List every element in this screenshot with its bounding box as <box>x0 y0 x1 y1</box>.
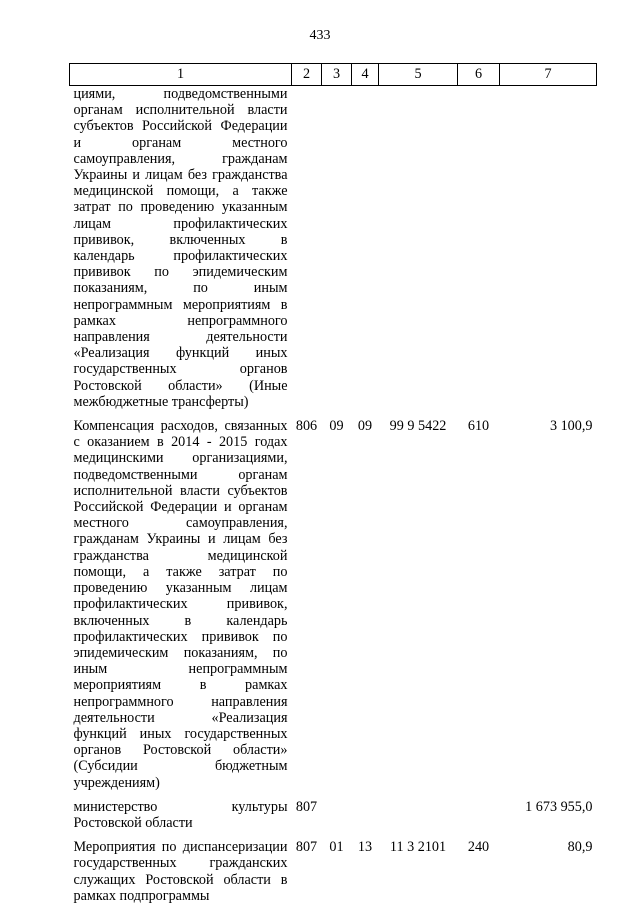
department-code <box>292 86 322 419</box>
column-header-6: 6 <box>458 64 500 86</box>
row-description: Компенсация расходов, связанных с оказанием в 2014 - 2015 годах медицинскими организациями, подведомственными органам исполнительной власти субъектов Российской Федерации и органам местного самоуправления, гражданам Украины и лицам без гражданства медицинской помощи, а также затрат по проведению указанным лицам профилактических прививок, включенных в календарь профилактических прививок по эпидемическим показаниям, по иным непрограммным мероприятиям в рамках непрограммного направления деятельности «Реализация функций иных государственных органов Ростовской области» (Субсидии бюджетным учреждениям) <box>73 418 288 791</box>
table-row <box>70 799 597 839</box>
department-code: 806 <box>295 418 318 435</box>
expense-type-code: 240 <box>467 839 490 856</box>
column-header-3: 3 <box>322 64 352 86</box>
table-row <box>70 839 597 912</box>
amount <box>500 86 597 419</box>
subsection-code: 13 <box>357 839 373 856</box>
section-code: 01 <box>329 839 344 856</box>
section-code <box>322 86 352 419</box>
column-header-1: 1 <box>70 64 292 86</box>
row-description: Мероприятия по диспансеризации государственных гражданских служащих Ростовской области в рамках подпрограммы <box>73 839 288 904</box>
section-code <box>322 799 352 839</box>
section-code: 09 <box>329 418 344 435</box>
column-header-4: 4 <box>352 64 379 86</box>
target-article-code: 11 3 2101 <box>389 839 447 856</box>
table-row <box>70 86 597 419</box>
table-row <box>70 418 597 799</box>
target-article-code: 99 9 5422 <box>389 418 447 435</box>
department-code: 807 <box>295 798 318 815</box>
row-description: министерство культуры Ростовской области <box>73 798 288 831</box>
expense-type-code <box>458 799 500 839</box>
target-article-code <box>379 86 458 419</box>
budget-table <box>69 63 597 912</box>
amount: 1 673 955,0 <box>525 798 593 815</box>
column-header-5: 5 <box>379 64 458 86</box>
page-number: 433 <box>309 28 331 43</box>
expense-type-code <box>458 86 500 419</box>
column-number-row <box>70 64 597 86</box>
row-description: циями, подведомственными органам исполнительной власти субъектов Российской Федерации и органам местного самоуправления, гражданам Украины и лицам без гражданства медицинской помощи, а также затрат по проведению указанным лицам профилактических прививок, включенных в календарь профилактических прививок по эпидемическим показаниям, по иным непрограммным мероприятиям в рамках непрограммного направления деятельности «Реализация функций иных государственных органов Ростовской области» (Иные межбюджетные трансферты) <box>73 86 288 410</box>
amount: 80,9 <box>567 839 593 856</box>
subsection-code: 09 <box>357 418 373 435</box>
subsection-code <box>352 799 379 839</box>
target-article-code <box>379 799 458 839</box>
amount: 3 100,9 <box>549 418 593 435</box>
column-header-7: 7 <box>500 64 597 86</box>
subsection-code <box>352 86 379 419</box>
expense-type-code: 610 <box>467 418 490 435</box>
column-header-2: 2 <box>292 64 322 86</box>
department-code: 807 <box>295 839 318 856</box>
